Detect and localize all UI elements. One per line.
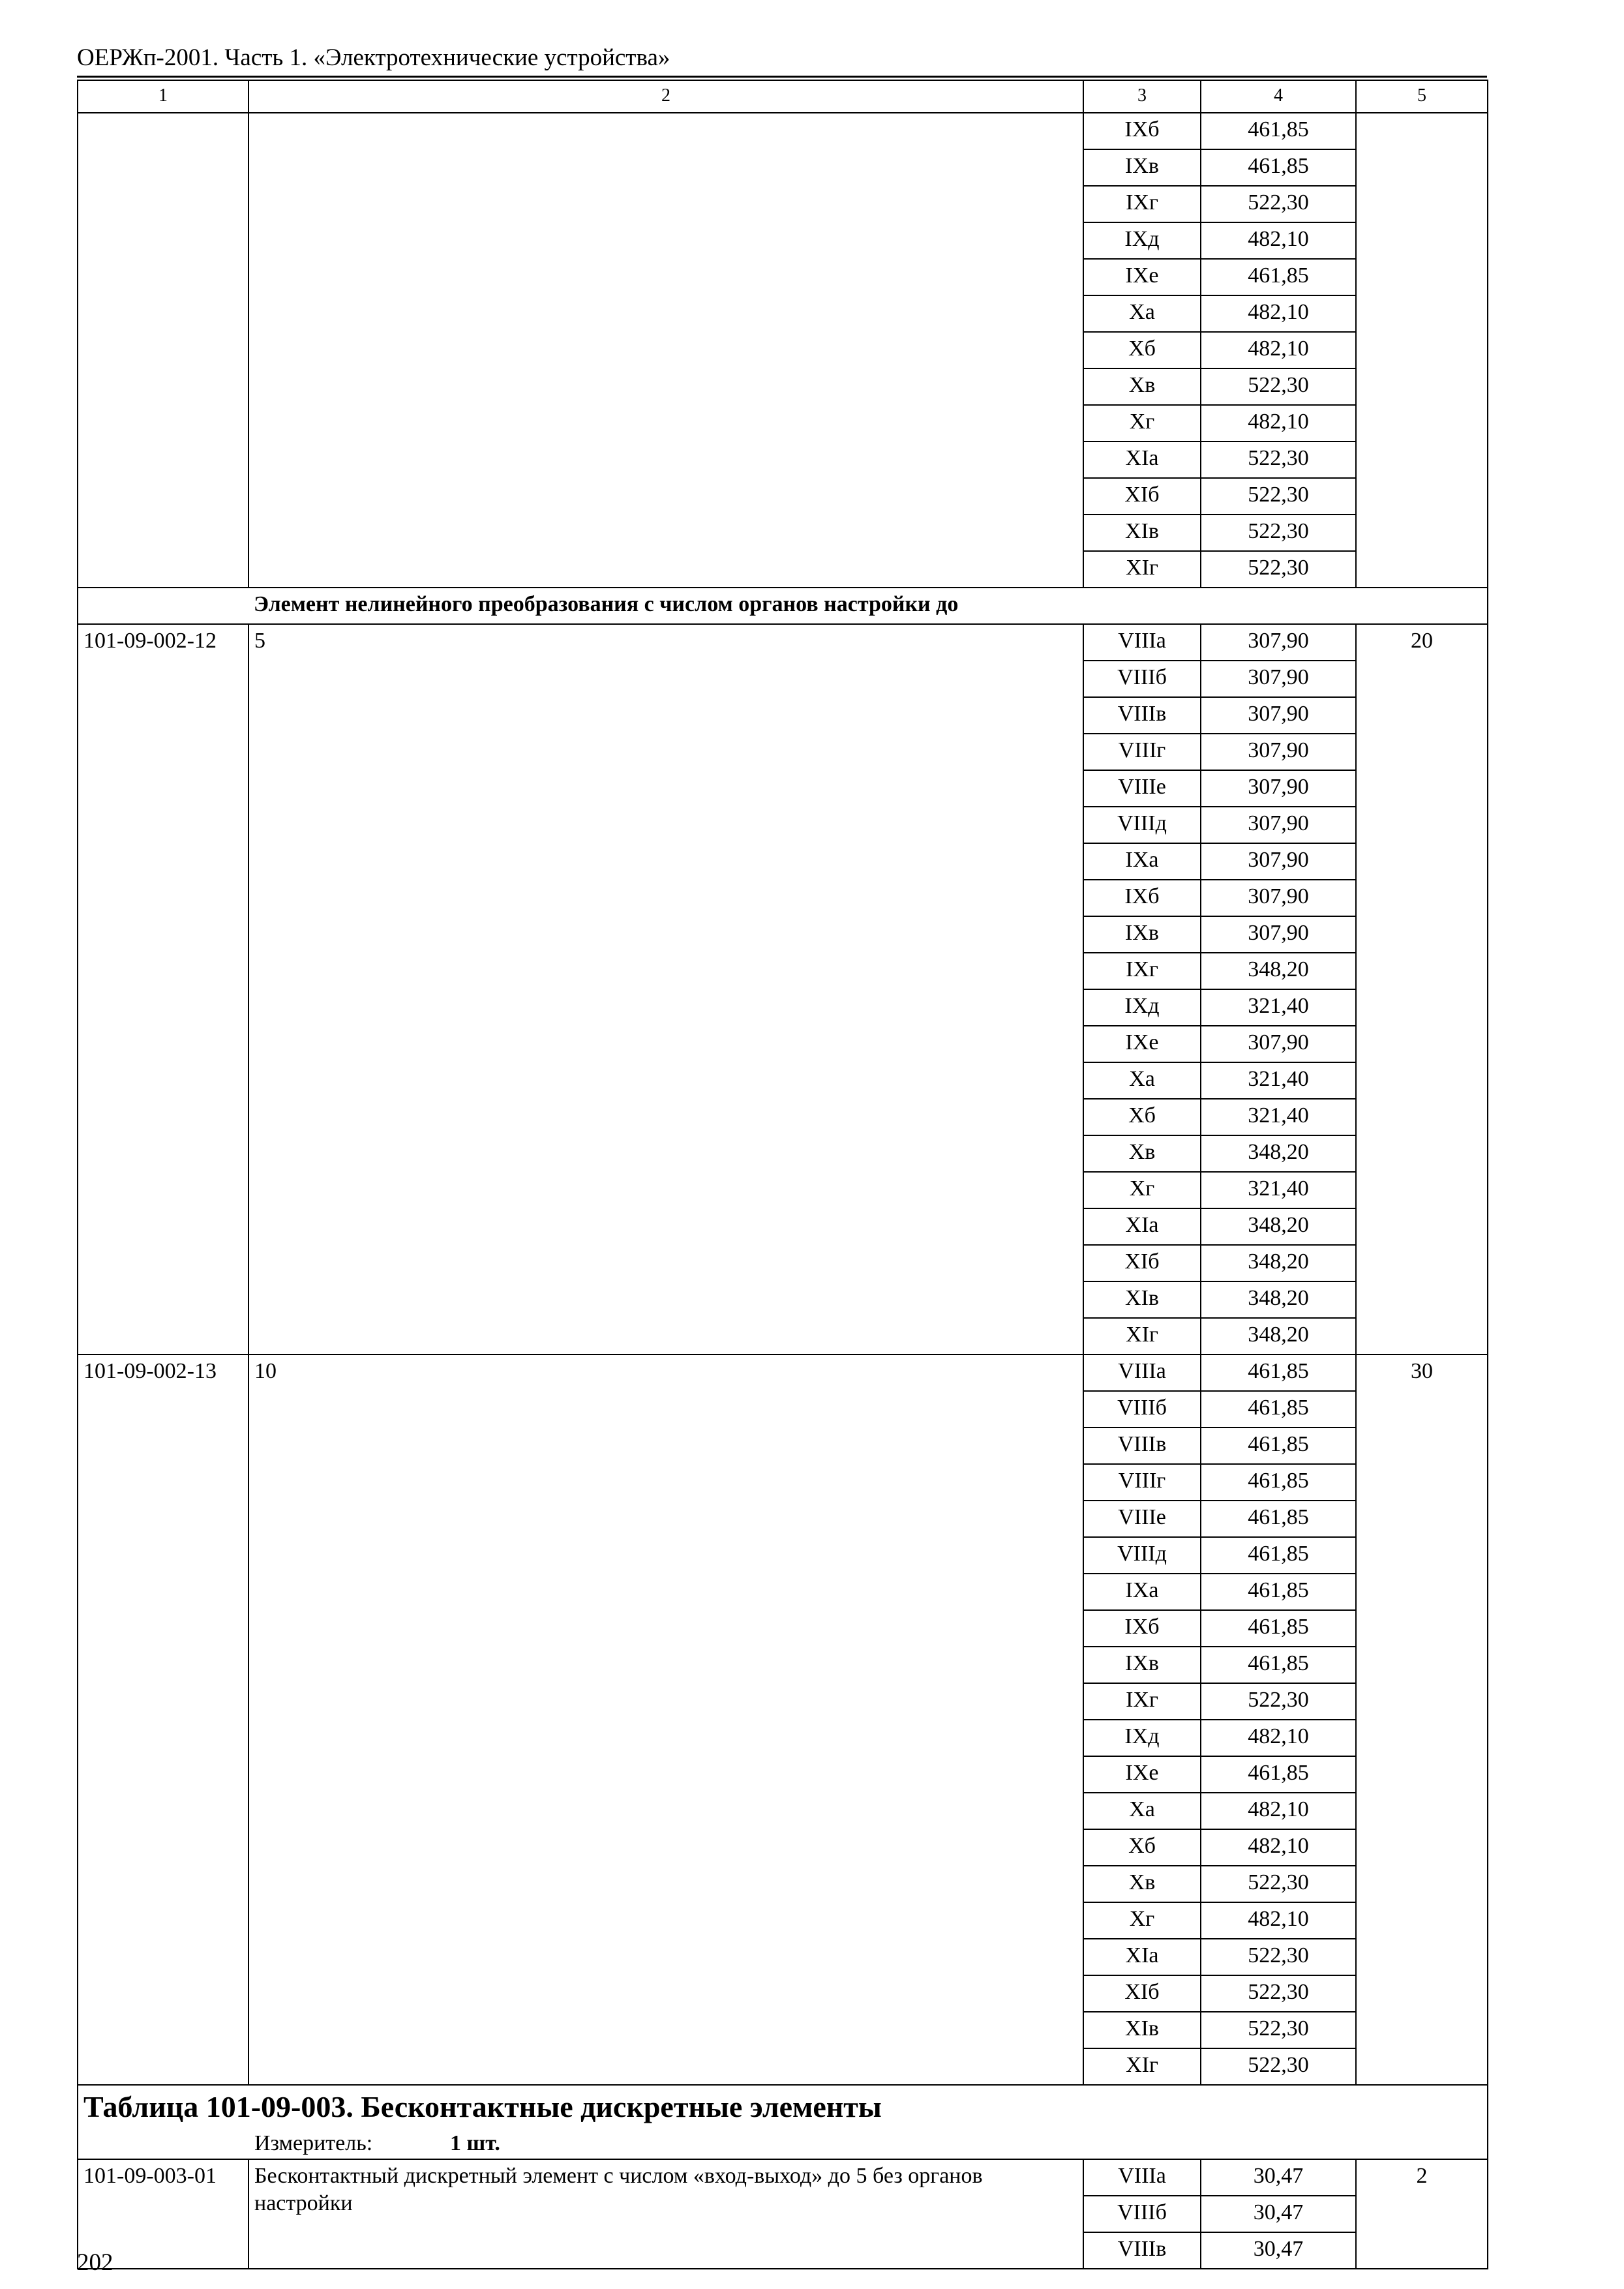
price-cell: 482,10 xyxy=(1201,1829,1356,1866)
zone-cell: XIа xyxy=(1083,441,1201,478)
col5-cell xyxy=(1356,113,1488,588)
price-cell: 307,90 xyxy=(1201,624,1356,661)
price-cell: 348,20 xyxy=(1201,1135,1356,1172)
price-cell: 482,10 xyxy=(1201,1902,1356,1939)
column-number-row xyxy=(78,80,1488,113)
zone-cell: VIIIб xyxy=(1083,2196,1201,2232)
price-cell: 321,40 xyxy=(1201,1062,1356,1099)
zone-cell: VIIIг xyxy=(1083,734,1201,770)
price-cell: 307,90 xyxy=(1201,1026,1356,1062)
zone-cell: IXа xyxy=(1083,843,1201,880)
price-cell: 307,90 xyxy=(1201,661,1356,697)
table-row xyxy=(78,2159,1488,2196)
price-cell: 321,40 xyxy=(1201,1099,1356,1135)
zone-cell: IXе xyxy=(1083,1756,1201,1793)
price-cell: 522,30 xyxy=(1201,1939,1356,1975)
zone-cell: XIа xyxy=(1083,1939,1201,1975)
column-number: 1 xyxy=(78,80,248,113)
code-cell: 101-09-002-13 xyxy=(78,1354,248,2085)
zone-cell: IXг xyxy=(1083,953,1201,989)
table-row xyxy=(78,624,1488,661)
price-cell: 348,20 xyxy=(1201,1245,1356,1281)
zone-cell: VIIIд xyxy=(1083,807,1201,843)
zone-cell: Xг xyxy=(1083,405,1201,441)
zone-cell: IXд xyxy=(1083,989,1201,1026)
zone-cell: VIIIв xyxy=(1083,2232,1201,2269)
price-cell: 522,30 xyxy=(1201,1683,1356,1720)
price-cell: 482,10 xyxy=(1201,405,1356,441)
zone-cell: VIIIа xyxy=(1083,1354,1201,1391)
table-title-row xyxy=(78,2085,1488,2159)
price-cell: 522,30 xyxy=(1201,441,1356,478)
zone-cell: VIIIв xyxy=(1083,1428,1201,1464)
price-cell: 522,30 xyxy=(1201,478,1356,515)
price-cell: 522,30 xyxy=(1201,186,1356,222)
zone-cell: IXг xyxy=(1083,186,1201,222)
price-cell: 482,10 xyxy=(1201,1793,1356,1829)
section-heading-row xyxy=(78,588,1488,624)
price-cell: 321,40 xyxy=(1201,1172,1356,1208)
price-cell: 461,85 xyxy=(1201,1647,1356,1683)
zone-cell: Xг xyxy=(1083,1172,1201,1208)
zone-cell: XIв xyxy=(1083,1281,1201,1318)
zone-cell: VIIIб xyxy=(1083,1391,1201,1428)
zone-cell: XIг xyxy=(1083,1318,1201,1354)
zone-cell: Xа xyxy=(1083,1793,1201,1829)
header-rule xyxy=(77,76,1487,78)
zone-cell: IXб xyxy=(1083,880,1201,916)
zone-cell: IXб xyxy=(1083,1610,1201,1647)
zone-cell: Xб xyxy=(1083,332,1201,368)
zone-cell: XIв xyxy=(1083,2012,1201,2048)
section-heading-spacer xyxy=(78,588,248,624)
price-cell: 307,90 xyxy=(1201,916,1356,953)
price-cell: 461,85 xyxy=(1201,1537,1356,1574)
price-table xyxy=(77,80,1488,2269)
price-cell: 307,90 xyxy=(1201,697,1356,734)
description-cell: 5 xyxy=(248,624,1083,1354)
zone-cell: IXа xyxy=(1083,1574,1201,1610)
unit-label: Измеритель: xyxy=(254,2131,373,2155)
price-cell: 482,10 xyxy=(1201,222,1356,259)
zone-cell: IXв xyxy=(1083,916,1201,953)
code-cell xyxy=(78,113,248,588)
zone-cell: VIIIа xyxy=(1083,624,1201,661)
price-cell: 522,30 xyxy=(1201,1866,1356,1902)
price-cell: 461,85 xyxy=(1201,1428,1356,1464)
zone-cell: IXд xyxy=(1083,222,1201,259)
zone-cell: XIа xyxy=(1083,1208,1201,1245)
price-cell: 522,30 xyxy=(1201,515,1356,551)
price-cell: 30,47 xyxy=(1201,2159,1356,2196)
zone-cell: IXд xyxy=(1083,1720,1201,1756)
zone-cell: IXб xyxy=(1083,113,1201,149)
price-cell: 482,10 xyxy=(1201,295,1356,332)
price-cell: 522,30 xyxy=(1201,2012,1356,2048)
col5-cell: 20 xyxy=(1356,624,1488,1354)
zone-cell: XIб xyxy=(1083,1245,1201,1281)
price-cell: 348,20 xyxy=(1201,1208,1356,1245)
price-cell: 307,90 xyxy=(1201,843,1356,880)
zone-cell: VIIIг xyxy=(1083,1464,1201,1501)
price-cell: 348,20 xyxy=(1201,1281,1356,1318)
price-cell: 522,30 xyxy=(1201,368,1356,405)
price-cell: 30,47 xyxy=(1201,2196,1356,2232)
price-cell: 522,30 xyxy=(1201,551,1356,588)
zone-cell: XIб xyxy=(1083,478,1201,515)
description-cell xyxy=(248,113,1083,588)
column-number: 2 xyxy=(248,80,1083,113)
price-cell: 348,20 xyxy=(1201,1318,1356,1354)
price-cell: 461,85 xyxy=(1201,1610,1356,1647)
price-cell: 461,85 xyxy=(1201,1354,1356,1391)
page-header: ОЕРЖп-2001. Часть 1. «Электротехнические устройства» xyxy=(77,44,670,71)
zone-cell: IXв xyxy=(1083,1647,1201,1683)
price-cell: 30,47 xyxy=(1201,2232,1356,2269)
column-number: 5 xyxy=(1356,80,1488,113)
zone-cell: Xг xyxy=(1083,1902,1201,1939)
description-cell: 10 xyxy=(248,1354,1083,2085)
zone-cell: IXе xyxy=(1083,1026,1201,1062)
price-table-body xyxy=(78,80,1488,2269)
price-cell: 482,10 xyxy=(1201,332,1356,368)
zone-cell: VIIIд xyxy=(1083,1537,1201,1574)
table-title-cell xyxy=(78,2085,1488,2159)
zone-cell: VIIIе xyxy=(1083,1501,1201,1537)
unit-value: 1 шт. xyxy=(450,2131,500,2155)
price-cell: 461,85 xyxy=(1201,1464,1356,1501)
price-cell: 461,85 xyxy=(1201,1391,1356,1428)
price-cell: 348,20 xyxy=(1201,953,1356,989)
zone-cell: Xв xyxy=(1083,1135,1201,1172)
price-cell: 482,10 xyxy=(1201,1720,1356,1756)
code-cell: 101-09-002-12 xyxy=(78,624,248,1354)
zone-cell: XIг xyxy=(1083,551,1201,588)
price-cell: 321,40 xyxy=(1201,989,1356,1026)
price-cell: 307,90 xyxy=(1201,807,1356,843)
zone-cell: VIIIе xyxy=(1083,770,1201,807)
zone-cell: Xб xyxy=(1083,1829,1201,1866)
zone-cell: XIг xyxy=(1083,2048,1201,2085)
price-cell: 461,85 xyxy=(1201,1501,1356,1537)
zone-cell: IXв xyxy=(1083,149,1201,186)
section-heading: Элемент нелинейного преобразования с числом органов настройки до xyxy=(248,588,1488,624)
zone-cell: VIIIб xyxy=(1083,661,1201,697)
col5-cell: 2 xyxy=(1356,2159,1488,2269)
zone-cell: IXе xyxy=(1083,259,1201,295)
zone-cell: Xа xyxy=(1083,295,1201,332)
price-cell: 307,90 xyxy=(1201,880,1356,916)
zone-cell: VIIIв xyxy=(1083,697,1201,734)
zone-cell: XIв xyxy=(1083,515,1201,551)
zone-cell: Xб xyxy=(1083,1099,1201,1135)
description-cell: Бесконтактный дискретный элемент с числом «вход-выход» до 5 без органов настройки xyxy=(248,2159,1083,2269)
table-row xyxy=(78,1354,1488,1391)
zone-cell: VIIIа xyxy=(1083,2159,1201,2196)
unit-row xyxy=(83,2129,1482,2159)
price-cell: 307,90 xyxy=(1201,770,1356,807)
table-row xyxy=(78,113,1488,149)
price-cell: 461,85 xyxy=(1201,1756,1356,1793)
table-title: Таблица 101-09-003. Бесконтактные дискретные элементы xyxy=(83,2090,882,2123)
page-number: 202 xyxy=(77,2249,113,2276)
price-cell: 461,85 xyxy=(1201,259,1356,295)
price-cell: 522,30 xyxy=(1201,2048,1356,2085)
price-cell: 461,85 xyxy=(1201,1574,1356,1610)
col5-cell: 30 xyxy=(1356,1354,1488,2085)
price-cell: 461,85 xyxy=(1201,113,1356,149)
price-cell: 522,30 xyxy=(1201,1975,1356,2012)
code-cell: 101-09-003-01 xyxy=(78,2159,248,2269)
column-number: 4 xyxy=(1201,80,1356,113)
zone-cell: Xв xyxy=(1083,368,1201,405)
zone-cell: Xв xyxy=(1083,1866,1201,1902)
column-number: 3 xyxy=(1083,80,1201,113)
zone-cell: Xа xyxy=(1083,1062,1201,1099)
price-cell: 461,85 xyxy=(1201,149,1356,186)
zone-cell: IXг xyxy=(1083,1683,1201,1720)
zone-cell: XIб xyxy=(1083,1975,1201,2012)
price-cell: 307,90 xyxy=(1201,734,1356,770)
